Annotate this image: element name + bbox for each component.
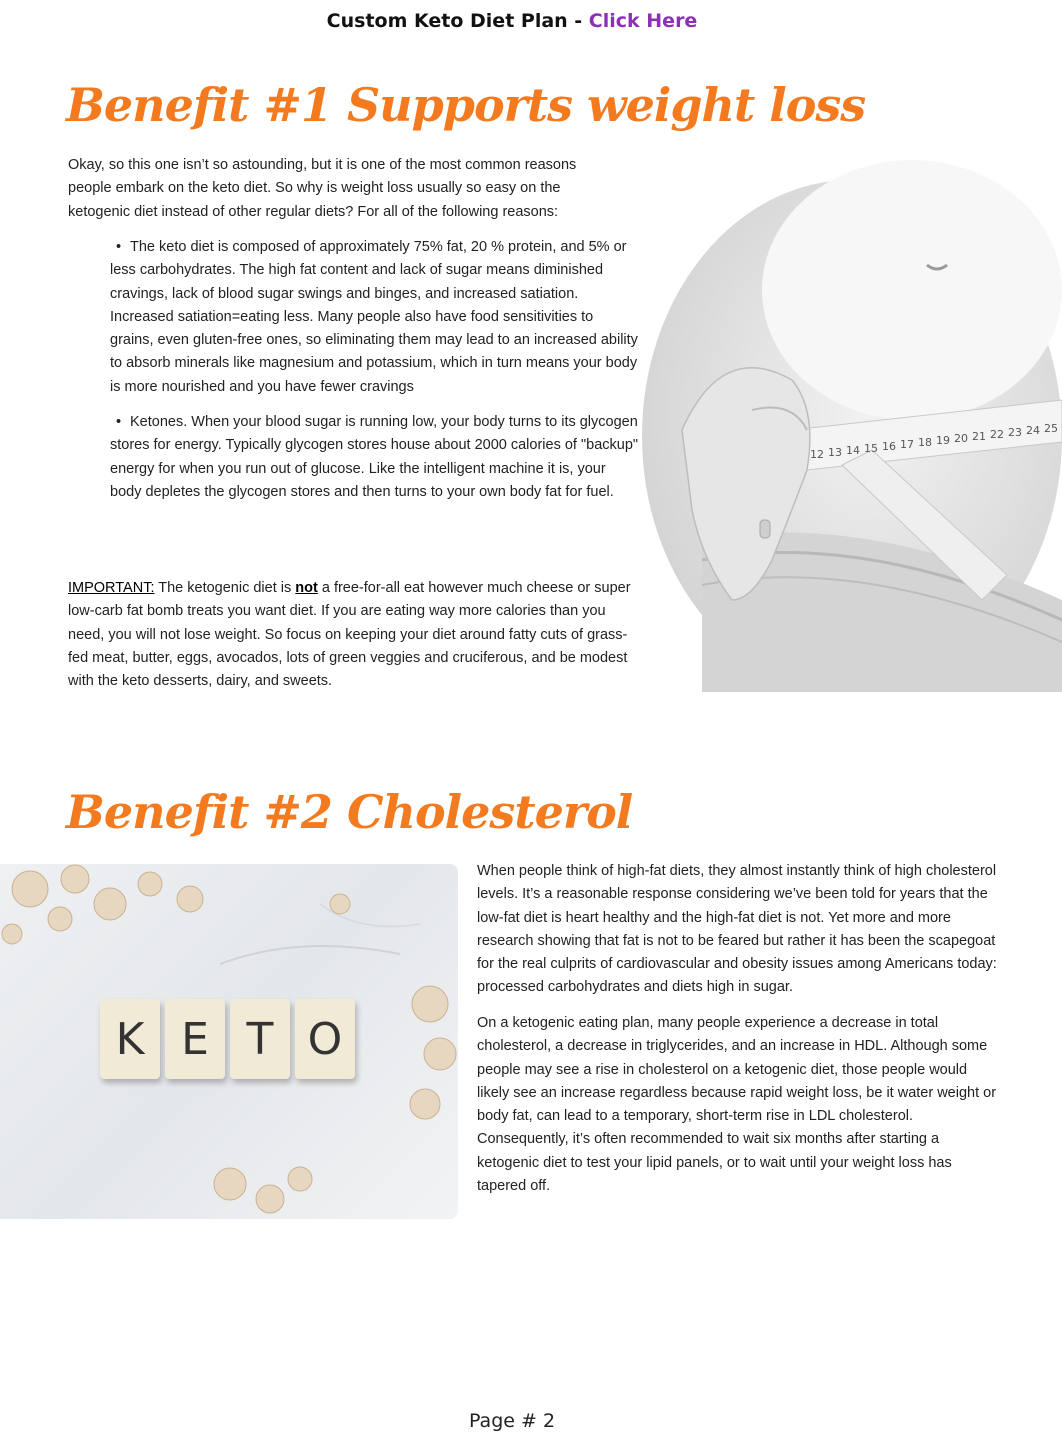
page-header — [0, 10, 1024, 32]
bullet-icon: • — [116, 239, 122, 255]
benefit1-bullet-list — [110, 236, 640, 516]
bullet-text: Ketones. When your blood sugar is running low, your body turns to its glycogen stores for energy. Typically glycogen stores house about 2000 calories of "backup" energy for when you run out of glucose. Like the intelligent machine it is, your body depletes the glycogen stores and then turns to your own body fat for fuel. — [110, 414, 639, 500]
benefit1-heading: Benefit #1 Supports weight loss — [66, 78, 866, 132]
benefit2-paragraph-2: On a ketogenic eating plan, many people experience a decrease in total cholesterol, a decrease in triglycerides, and an increase in HDL. Although some people may see a rise in cholesterol on a ketogenic diet, those people would likely see an increase regardless because rapid weight loss, be it water weight or body fat, can lead to a temporary, short-term rise in LDL cholesterol. Consequently, it’s often recommended to wait six months after starting a ketogenic diet to test your lipid panels, or to wait until your weight loss has tapered off. — [477, 1015, 997, 1195]
important-emphasis: not — [295, 580, 318, 596]
tape-number: 16 — [882, 440, 896, 453]
measuring-tape-illustration — [642, 180, 1062, 692]
bullet-text: The keto diet is composed of approximately 75% fat, 20 % protein, and 5% or less carbohydrates. The high fat content and lack of sugar means diminished cravings, lack of blood sugar swings and binges, and increased satiation. Increased satiation=eating less. Many people also have food sensitivities to grains, even gluten-free ones, so eliminating them may lead to an increased ability to absorb minerals like magnesium and potassium, which in turn means your body is more nourished and you have fewer cravings — [110, 239, 638, 395]
list-item — [110, 236, 640, 399]
letter-tile: T — [230, 999, 290, 1079]
tape-number: 12 — [810, 448, 824, 461]
tape-number: 13 — [828, 446, 842, 459]
letter-tile: E — [165, 999, 225, 1079]
tape-number: 19 — [936, 434, 950, 447]
weight-loss-photo — [642, 180, 1062, 692]
tape-number: 17 — [900, 438, 914, 451]
bullet-icon: • — [116, 414, 122, 431]
tape-number: 23 — [1008, 426, 1022, 439]
keto-tiles-photo — [0, 864, 458, 1219]
important-label: IMPORTANT: — [68, 580, 155, 596]
tape-number: 21 — [972, 430, 986, 443]
click-here-link[interactable]: Click Here — [588, 10, 698, 32]
tape-number: 25 — [1044, 422, 1058, 435]
page-number: Page # 2 — [468, 1410, 556, 1432]
important-text-pre: The ketogenic diet is — [154, 580, 296, 596]
important-note — [68, 577, 640, 693]
tape-number: 18 — [918, 436, 932, 449]
benefit2-heading: Benefit #2 Cholesterol — [66, 785, 633, 839]
benefit2-paragraph-1: When people think of high-fat diets, they almost instantly think of high cholesterol levels. It’s a reasonable response considering we’ve been told for years that the low-fat diet is heart healthy and the high-fat diet is not. Yet more and more research showing that fat is not to be feared but rather it has been the scapegoat for the real culprits of cardiovascular and obesity issues among Americans today: processed carbohydrates and diets high in sugar. — [477, 863, 997, 996]
dried-flowers-decoration — [0, 864, 458, 1219]
list-item — [110, 411, 640, 504]
tape-number: 22 — [990, 428, 1004, 441]
header-title: Custom Keto Diet Plan - — [326, 10, 589, 32]
letter-tile: K — [100, 999, 160, 1079]
important-text-post: a free-for-all eat however much cheese or super low-carb fat bomb treats you want diet. If you are eating way more calories than you need, you will not lose weight. So focus on keeping your diet around fatty cuts of grass-fed meat, butter, eggs, avocados, lots of green veggies and cruciferous, and be modest with the keto desserts, dairy, and sweets. — [68, 580, 631, 690]
letter-tile: O — [295, 999, 355, 1079]
tape-number: 14 — [846, 444, 860, 457]
tape-number: 20 — [954, 432, 968, 445]
tape-number: 15 — [864, 442, 878, 455]
tape-number: 24 — [1026, 424, 1040, 437]
benefit1-intro: Okay, so this one isn’t so astounding, but it is one of the most common reasons people embark on the keto diet. So why is weight loss usually so easy on the ketogenic diet instead of other regular diets? For all of the following reasons: — [68, 157, 577, 220]
